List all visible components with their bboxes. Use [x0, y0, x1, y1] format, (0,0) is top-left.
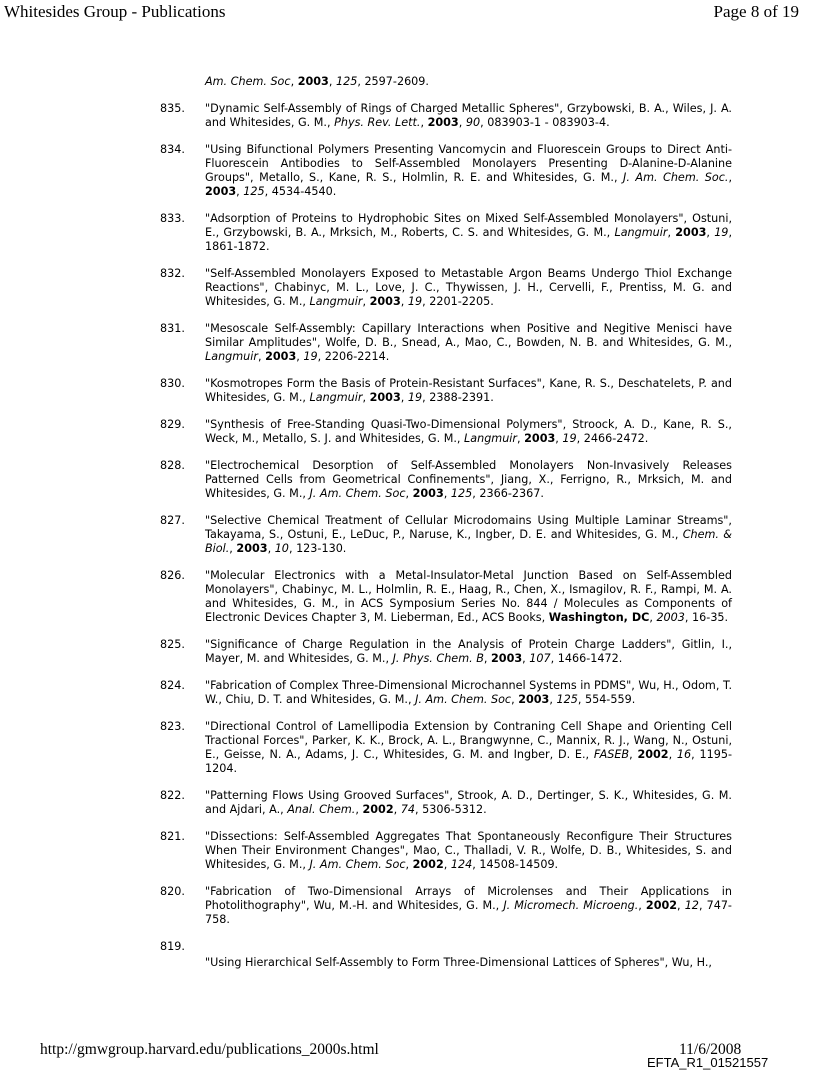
citation: "Selective Chemical Treatment of Cellular Microdomains Using Multiple Laminar Streams", Takayama, S., Ostuni, E., LeDuc, P., Naruse, K., Ingber, D. E. and Whitesides, G. M., — [205, 514, 732, 541]
entry-number: 823. — [160, 720, 185, 733]
entry-text: "Fabrication of Complex Three-Dimensional Microchannel Systems in PDMS", Wu, H., Odom, T. W., Chiu, D. T. and Whitesides, G. M., J. Am. Chem. Soc, 2003, 125, 554-559. — [205, 679, 732, 706]
list-item — [160, 102, 732, 130]
list-item — [160, 377, 732, 405]
pages: 2466-2472. — [583, 432, 649, 445]
entry-number: 831. — [160, 322, 185, 335]
pages: 083903-1 - 083903-4. — [487, 116, 610, 129]
list-item — [160, 418, 732, 446]
volume: 107 — [529, 652, 551, 665]
pages: 747-758. — [205, 899, 732, 926]
entry-text: "Electrochemical Desorption of Self-Assembled Monolayers Non-Invasively Releases Patterned Cells from Geometrical Confinements", Jiang, X., Ferrigno, R., Mrksich, M. and Whitesides, G. M., J. Am. Chem. Soc, 2003, 125, 2366-2367. — [205, 459, 732, 500]
pages: 2597-2609. — [364, 75, 429, 88]
header-title: Whitesides Group - Publications — [4, 2, 226, 21]
volume: 19 — [562, 432, 577, 445]
year: 2003 — [427, 116, 459, 129]
pages: 16-35. — [692, 611, 729, 624]
list-item — [160, 569, 732, 625]
pages: 1861-1872. — [205, 240, 270, 253]
volume: 124 — [450, 858, 473, 871]
pages: 5306-5312. — [422, 803, 487, 816]
entry-number: 822. — [160, 789, 185, 802]
location: Washington, DC — [548, 611, 650, 624]
citation: "Mesoscale Self-Assembly: Capillary Interactions when Positive and Negitive Menisci have Similar Amplitudes", Wolfe, D. B., Snead, A., Mao, C., Bowden, N. B. and Whitesides, G. M., — [205, 322, 732, 349]
list-item — [160, 267, 732, 309]
citation: "Kosmotropes Form the Basis of Protein-Resistant Surfaces", Kane, R. S., Deschatelets, P. and Whitesides, G. M., — [205, 377, 732, 404]
pages: 2366-2367. — [479, 487, 544, 500]
list-item — [160, 789, 732, 817]
citation: "Molecular Electronics with a Metal-Insulator-Metal Junction Based on Self-Assembled Monolayers", Chabinyc, M. L., Holmlin, R. E., Haag, R., Chen, X., Ismagilov, R. F., Rampi, M. A. and Whitesides, G. M., in ACS Symposium Series No. 844 / Molecules as Components of Electronic Devices Chapter 3, M. Lieberman, Ed., ACS Books, — [205, 569, 732, 624]
entry-text: "Kosmotropes Form the Basis of Protein-Resistant Surfaces", Kane, R. S., Deschatelets, P. and Whitesides, G. M., Langmuir, 2003, 19, 2388-2391. — [205, 377, 732, 404]
entry-number: 830. — [160, 377, 185, 390]
journal: J. Am. Chem. Soc — [415, 693, 512, 706]
volume: 19 — [407, 295, 423, 308]
journal: Langmuir — [464, 432, 518, 445]
year: 2003 — [491, 652, 523, 665]
entry-number: 826. — [160, 569, 185, 582]
entry-text: "Fabrication of Two-Dimensional Arrays of Microlenses and Their Applications in Photolithography", Wu, M.-H. and Whitesides, G. M., J. Micromech. Microeng., 2002, 12, 747-758. — [205, 885, 732, 926]
pages: 123-130. — [296, 542, 347, 555]
journal: FASEB — [593, 748, 630, 761]
citation: "Self-Assembled Monolayers Exposed to Metastable Argon Beams Undergo Thiol Exchange Reactions", Chabinyc, M. L., Love, J. C., Thywissen, J. H., Cervelli, F., Prentiss, M. G. and Whitesides, G. M., — [205, 267, 732, 308]
list-item — [160, 514, 732, 556]
year: 2003 — [518, 693, 550, 706]
year: 2002 — [645, 899, 678, 912]
list-item — [160, 940, 732, 970]
entry-number: 825. — [160, 638, 185, 651]
citation: "Fabrication of Complex Three-Dimensional Microchannel Systems in PDMS", Wu, H., Odom, T. W., Chiu, D. T. and Whitesides, G. M., — [205, 679, 732, 706]
list-item — [160, 638, 732, 666]
entry-number: 835. — [160, 102, 185, 115]
entry-text: "Dynamic Self-Assembly of Rings of Charged Metallic Spheres", Grzybowski, B. A., Wiles, J. A. and Whitesides, G. M., Phys. Rev. Lett., 2003, 90, 083903-1 - 083903-4. — [205, 102, 732, 129]
citation: "Electrochemical Desorption of Self-Assembled Monolayers Non-Invasively Releases Patterned Cells from Geometrical Confinements", Jiang, X., Ferrigno, R., Mrksich, M. and Whitesides, G. M., — [205, 459, 732, 500]
year: 2002 — [362, 803, 394, 816]
volume: 90 — [465, 116, 481, 129]
citation: "Fabrication of Two-Dimensional Arrays of Microlenses and Their Applications in Photolithography", Wu, M.-H. and Whitesides, G. M., — [205, 885, 732, 912]
citation: "Patterning Flows Using Grooved Surfaces", Strook, A. D., Dertinger, S. K., Whitesides, G. M. and Ajdari, A., — [205, 789, 732, 816]
pages: 2206-2214. — [324, 350, 390, 363]
year: 2003 — [205, 185, 237, 198]
journal: Chem. & Biol. — [205, 528, 732, 555]
entry-number: 819. — [160, 940, 185, 953]
pages: 2388-2391. — [429, 391, 494, 404]
year: 2002 — [412, 858, 444, 871]
journal: Langmuir — [205, 350, 258, 363]
year: 2003 — [524, 432, 556, 445]
footer-date: 11/6/2008 — [679, 1041, 742, 1058]
list-item — [160, 322, 732, 364]
journal: Anal. Chem. — [287, 803, 356, 816]
entry-number: 832. — [160, 267, 185, 280]
journal: Am. Chem. Soc — [205, 75, 291, 88]
volume: 125 — [450, 487, 473, 500]
journal: J. Micromech. Microeng. — [503, 899, 639, 912]
list-item — [160, 459, 732, 501]
volume: 19 — [407, 391, 423, 404]
pages: 1195-1204. — [205, 748, 732, 775]
volume: 12 — [684, 899, 699, 912]
volume: 19 — [303, 350, 318, 363]
entry-text: "Significance of Charge Regulation in the Analysis of Protein Charge Ladders", Gitlin, I., Mayer, M. and Whitesides, G. M., J. Phys. Chem. B, 2003, 107, 1466-1472. — [205, 638, 732, 665]
entry-text: "Selective Chemical Treatment of Cellular Microdomains Using Multiple Laminar Streams", Takayama, S., Ostuni, E., LeDuc, P., Naruse, K., Ingber, D. E. and Whitesides, G. M., Chem. & Biol., 2003, 10, 123-130. — [205, 514, 732, 555]
list-item — [160, 885, 732, 927]
citation: "Using Bifunctional Polymers Presenting Vancomycin and Fluorescein Groups to Direct Anti-Fluorescein Antibodies to Self-Assembled Monolayers Presenting D-Alanine-D-Alanine Groups", Metallo, S., Kane, R. S., Holmlin, R. E. and Whitesides, G. M., — [205, 143, 732, 184]
volume: 125 — [556, 693, 578, 706]
volume: 125 — [243, 185, 265, 198]
volume: 19 — [714, 226, 729, 239]
entry-number: 820. — [160, 885, 185, 898]
citation: "Using Hierarchical Self-Assembly to Form Three-Dimensional Lattices of Spheres", Wu, H., — [205, 956, 712, 969]
entry-text: "Molecular Electronics with a Metal-Insulator-Metal Junction Based on Self-Assembled Monolayers", Chabinyc, M. L., Holmlin, R. E., Haag, R., Chen, X., Ismagilov, R. F., Rampi, M. A. and Whitesides, G. M., in ACS Symposium Series No. 844 / Molecules as Components of Electronic Devices Chapter 3, M. Lieberman, Ed., ACS Books, Washington, DC, 2003, 16-35. — [205, 569, 732, 624]
entry-text: "Directional Control of Lamellipodia Extension by Contraning Cell Shape and Orienting Cell Tractional Forces", Parker, K. K., Brock, A. L., Brangwynne, C., Mannix, R. J., Wang, N., Ostuni, E., Geisse, N. A., Adams, J. C., Whitesides, G. M. and Ingber, D. E., FASEB, 2002, 16, 1195-1204. — [205, 720, 732, 775]
continuation-entry: Am. Chem. Soc, 2003, 125, 2597-2609. — [205, 75, 429, 88]
entry-number: 824. — [160, 679, 185, 692]
journal: J. Am. Chem. Soc — [309, 858, 406, 871]
entry-number: 834. — [160, 143, 185, 156]
page-number: Page 8 of 19 — [713, 2, 799, 21]
entry-text: "Adsorption of Proteins to Hydrophobic Sites on Mixed Self-Assembled Monolayers", Ostuni, E., Grzybowski, B. A., Mrksich, M., Roberts, C. S. and Whitesides, G. M., Langmuir, 2003, 19, 1861-1872. — [205, 212, 732, 253]
list-item — [160, 830, 732, 872]
entry-number: 827. — [160, 514, 185, 527]
year: 2003 — [369, 295, 401, 308]
journal: Langmuir — [614, 226, 668, 239]
pages: 1466-1472. — [557, 652, 623, 665]
year: 2003 — [265, 350, 297, 363]
citation: "Dissections: Self-Assembled Aggregates That Spontaneously Reconfigure Their Structures When Their Environment Changes", Mao, C., Thalladi, V. R., Wolfe, D. B., Whitesides, S. and Whitesides, G. M., — [205, 830, 732, 871]
pages: 2201-2205. — [429, 295, 494, 308]
list-item — [160, 679, 732, 707]
citation: "Dynamic Self-Assembly of Rings of Charged Metallic Spheres", Grzybowski, B. A., Wiles, J. A. and Whitesides, G. M., — [205, 102, 732, 129]
entry-text: "Self-Assembled Monolayers Exposed to Metastable Argon Beams Undergo Thiol Exchange Reactions", Chabinyc, M. L., Love, J. C., Thywissen, J. H., Cervelli, F., Prentiss, M. G. and Whitesides, G. M., Langmuir, 2003, 19, 2201-2205. — [205, 267, 732, 308]
journal: Langmuir — [309, 295, 363, 308]
year: 2003 — [412, 487, 444, 500]
list-item — [160, 212, 732, 254]
entry-number: 821. — [160, 830, 185, 843]
entry-text: "Synthesis of Free-Standing Quasi-Two-Dimensional Polymers", Stroock, A. D., Kane, R. S., Weck, M., Metallo, S. J. and Whitesides, G. M., Langmuir, 2003, 19, 2466-2472. — [205, 418, 732, 445]
entry-text — [205, 956, 732, 970]
year: 2003 — [369, 391, 401, 404]
pages: 4534-4540. — [271, 185, 337, 198]
journal: J. Am. Chem. Soc. — [623, 171, 729, 184]
entry-text: "Dissections: Self-Assembled Aggregates That Spontaneously Reconfigure Their Structures When Their Environment Changes", Mao, C., Thalladi, V. R., Wolfe, D. B., Whitesides, S. and Whitesides, G. M., J. Am. Chem. Soc, 2002, 124, 14508-14509. — [205, 830, 732, 871]
journal: Langmuir — [309, 391, 363, 404]
publications — [160, 102, 732, 970]
publication-list — [160, 75, 732, 983]
entry-number: 829. — [160, 418, 185, 431]
journal: Phys. Rev. Lett. — [334, 116, 421, 129]
citation: "Synthesis of Free-Standing Quasi-Two-Dimensional Polymers", Stroock, A. D., Kane, R. S., Weck, M., Metallo, S. J. and Whitesides, G. M., — [205, 418, 732, 445]
list-item — [160, 143, 732, 199]
year: 2003 — [656, 611, 685, 624]
document-code: EFTA_R1_01521557 — [647, 1055, 769, 1070]
entry-number: 828. — [160, 459, 185, 472]
entry-text: "Patterning Flows Using Grooved Surfaces", Strook, A. D., Dertinger, S. K., Whitesides, G. M. and Ajdari, A., Anal. Chem., 2002, 74, 5306-5312. — [205, 789, 732, 816]
year: 2003 — [297, 75, 329, 88]
volume: 125 — [335, 75, 358, 88]
volume: 16 — [676, 748, 692, 761]
year: 2003 — [236, 542, 268, 555]
entry-text: "Using Bifunctional Polymers Presenting Vancomycin and Fluorescein Groups to Direct Anti-Fluorescein Antibodies to Self-Assembled Monolayers Presenting D-Alanine-D-Alanine Groups", Metallo, S., Kane, R. S., Holmlin, R. E. and Whitesides, G. M., J. Am. Chem. Soc., 2003, 125, 4534-4540. — [205, 143, 732, 198]
journal: J. Phys. Chem. B — [392, 652, 484, 665]
entry-text: "Mesoscale Self-Assembly: Capillary Interactions when Positive and Negitive Menisci have Similar Amplitudes", Wolfe, D. B., Snead, A., Mao, C., Bowden, N. B. and Whitesides, G. M., Langmuir, 2003, 19, 2206-2214. — [205, 322, 732, 363]
footer-url: http://gmwgroup.harvard.edu/publications_2000s.html — [40, 1041, 379, 1058]
list-item — [160, 720, 732, 776]
journal: J. Am. Chem. Soc — [309, 487, 406, 500]
citation: "Directional Control of Lamellipodia Extension by Contraning Cell Shape and Orienting Cell Tractional Forces", Parker, K. K., Brock, A. L., Brangwynne, C., Mannix, R. J., Wang, N., Ostuni, E., Geisse, N. A., Adams, J. C., Whitesides, G. M. and Ingber, D. E., — [205, 720, 732, 761]
entry-number: 833. — [160, 212, 185, 225]
year: 2003 — [675, 226, 707, 239]
citation: "Significance of Charge Regulation in the Analysis of Protein Charge Ladders", Gitlin, I., Mayer, M. and Whitesides, G. M., — [205, 638, 732, 665]
pages: 554-559. — [584, 693, 636, 706]
volume: 10 — [274, 542, 289, 555]
year: 2002 — [637, 748, 669, 761]
citation: "Adsorption of Proteins to Hydrophobic Sites on Mixed Self-Assembled Monolayers", Ostuni, E., Grzybowski, B. A., Mrksich, M., Roberts, C. S. and Whitesides, G. M., — [205, 212, 732, 239]
volume: 74 — [400, 803, 415, 816]
pages: 14508-14509. — [479, 858, 559, 871]
